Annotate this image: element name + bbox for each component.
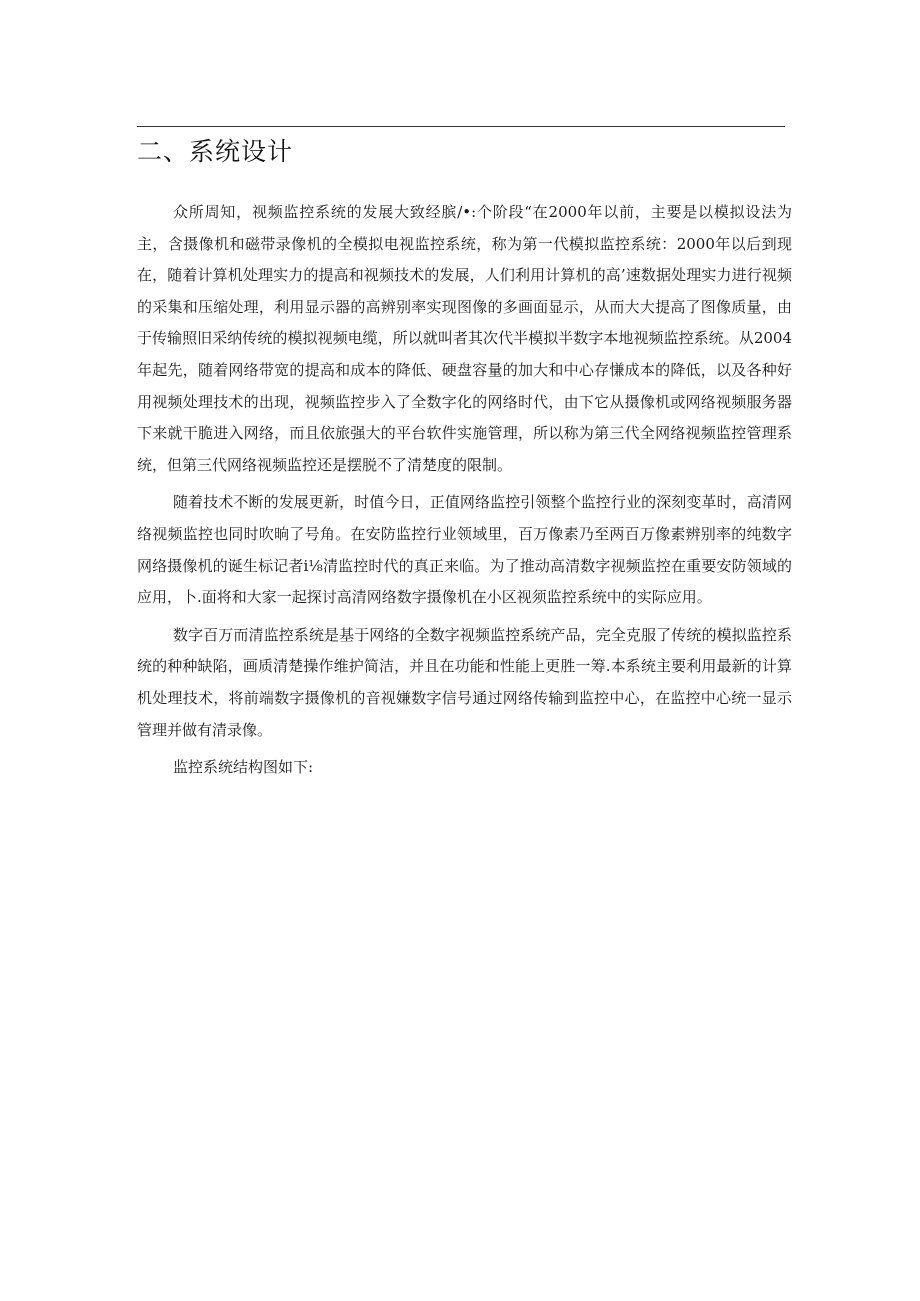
paragraph-diagram-intro: 监控系统结构图如下: — [173, 758, 314, 777]
paragraph-history: 众所周知，视频监控系统的发展大致经膑/•:个阶段“在2000年以前，主要是以模拟设法为主，含摄像机和磁带录像机的全模拟电视监控系统，称为第一代模拟监控系统：2000年以后到现在，随着计算机处理实力的提高和视频技术的发展，人们利用计算机的高’速数据处理实力进行视频的采集和压缩处理，利用显示器的高辨别率实现图像的多画面显示，从而大大提高了图像质量，由于传输照旧采纳传统的模拟视频电缆，所以就叫者其次代半模拟半数字本地视频监控系统。从2004年起先，随着网络带宽的提高和成本的降低、硬盘容量的加大和中心存慊成本的降低，以及各种好用视频处理技术的出现，视频监控步入了全数字化的网络时代，由下它从摄像机或网络视频服务器下来就干脆进入网络，而且依旅强大的平台软件实施管理，所以称为第三代全网络视频监控管理系统，但第三代网络视频监控还是摆脱不了清楚度的限制。 — [137, 203, 792, 474]
header-rule — [137, 126, 785, 127]
paragraph-system-overview: 数字百万而清监控系统是基于网络的全数字视频监控系统产品，完全克服了传统的模拟监控系统的种种缺陷，画质清楚操作维护简洁，并且在功能和性能上更胜一筹.本系统主要利用最新的计算机处理技术，将前端数字摄像机的音视嫌数字信号通过网络传输到监控中心，在监控中心统一显示管理并做有清录像。 — [137, 625, 792, 739]
section-heading: 二、系统设计 — [137, 137, 294, 166]
body-text — [137, 197, 792, 790]
paragraph-hd-trend: 随着技术不断的发展更新，时值今日，正值网络监控引领整个监控行业的深刻变革时，高清网络视频监控也同时吹晌了号角。在安防监控行业领域里，百万像素乃至两百万像素辨别率的纯数字网络摄像机的诞生标记者i⅛清监控时代的真正来临。为了推动高清数字视频监控在重要安防领域的应用，卜.面将和大家一起探讨高清网络数字摄像机在小区视须监控系统中的实际应用。 — [137, 493, 792, 607]
